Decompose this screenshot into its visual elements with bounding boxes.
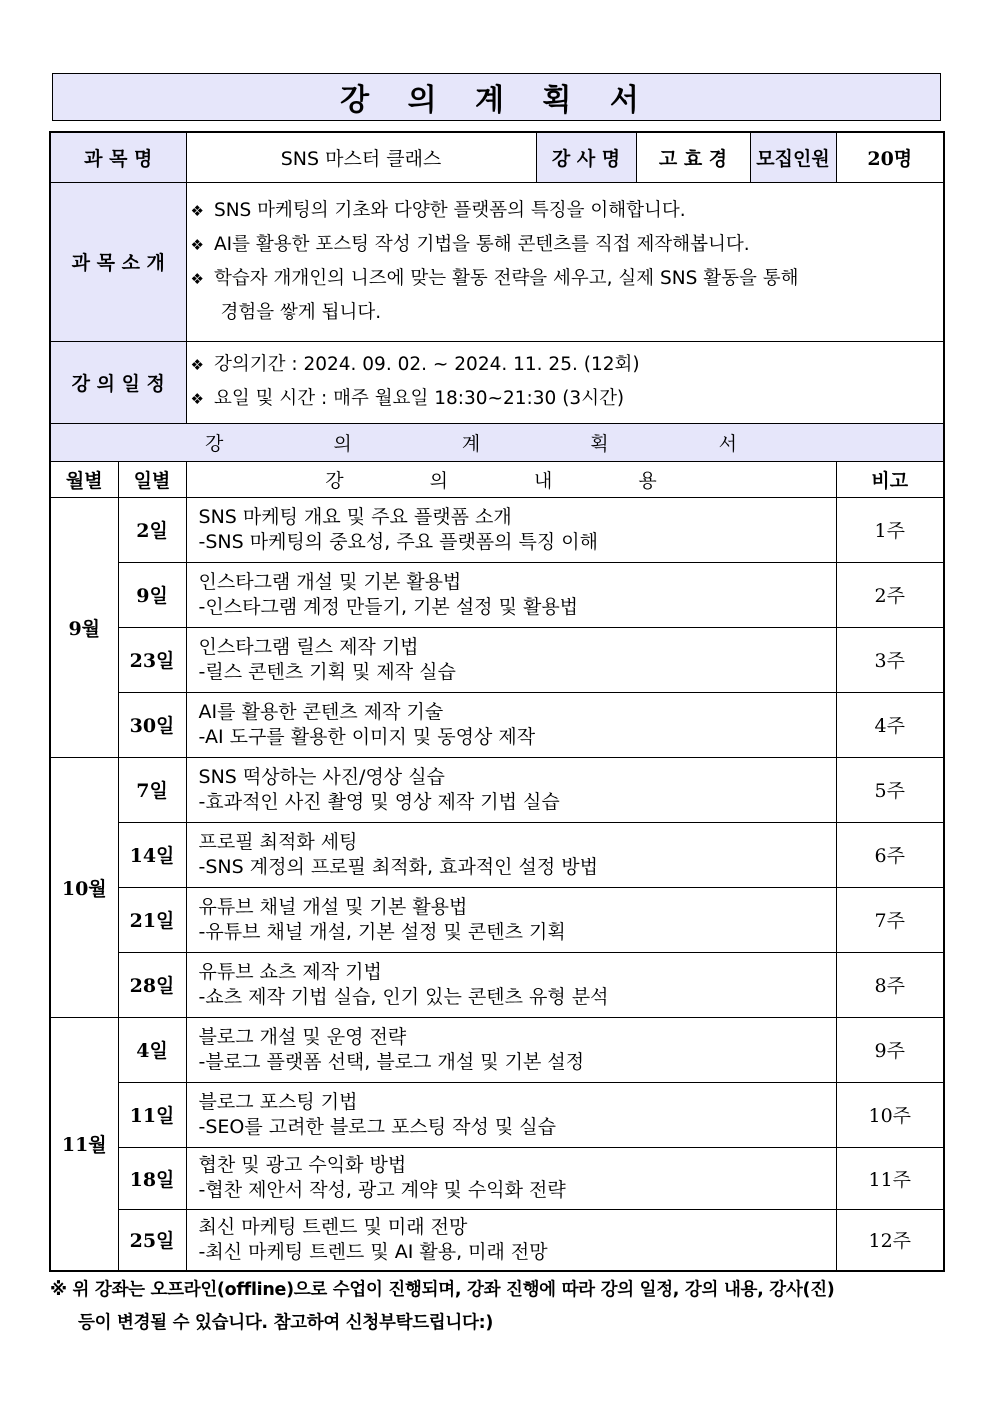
schedule-body xyxy=(186,341,944,423)
note-cell: 1주 xyxy=(836,497,944,562)
intro-line-2: ❖ AI를 활용한 포스팅 작성 기법을 통해 콘텐츠를 직접 제작해봅니다. xyxy=(190,233,750,255)
note-cell: 4주 xyxy=(836,692,944,757)
diamond-bullet-icon: ❖ xyxy=(190,390,204,408)
table-row xyxy=(50,497,944,562)
content-cell: 협찬 및 광고 수익화 방법 -협찬 제안서 작성, 광고 계약 및 수익화 전략 xyxy=(186,1147,836,1209)
day-cell: 2일 xyxy=(118,497,186,562)
table-row xyxy=(50,887,944,952)
plan-title: 강 의 계 획 서 xyxy=(50,423,944,461)
schedule-line-1: ❖ 강의기간 : 2024. 09. 02. ~ 2024. 11. 25. (12회) xyxy=(190,354,640,375)
intro-row xyxy=(50,182,944,341)
capacity-label: 모집인원 xyxy=(750,132,836,182)
content-cell: AI를 활용한 콘텐츠 제작 기술 -AI 도구를 활용한 이미지 및 동영상 제작 xyxy=(186,692,836,757)
footnote-line-2: 등이 변경될 수 있습니다. 참고하여 신청부탁드립니다:) xyxy=(78,1313,494,1333)
intro-line-3: ❖ 학습자 개개인의 니즈에 맞는 활동 전략을 세우고, 실제 SNS 활동을 통해 xyxy=(190,267,799,289)
content-cell: 블로그 포스팅 기법 -SEO를 고려한 블로그 포스팅 작성 및 실습 xyxy=(186,1082,836,1147)
diamond-bullet-icon: ❖ xyxy=(190,235,204,254)
table-row xyxy=(50,1082,944,1147)
diamond-bullet-icon: ❖ xyxy=(190,269,204,288)
subject-label: 과 목 명 xyxy=(50,132,186,182)
intro-label: 과 목 소 개 xyxy=(50,182,186,341)
note-cell: 12주 xyxy=(836,1209,944,1271)
month-cell: 11월 xyxy=(50,1017,118,1271)
note-cell: 9주 xyxy=(836,1017,944,1082)
note-cell: 5주 xyxy=(836,757,944,822)
note-cell: 6주 xyxy=(836,822,944,887)
day-cell: 18일 xyxy=(118,1147,186,1209)
table-row xyxy=(50,627,944,692)
subject-value: SNS 마스터 클래스 xyxy=(186,132,536,182)
table-row xyxy=(50,562,944,627)
diamond-bullet-icon: ❖ xyxy=(190,201,204,220)
info-row xyxy=(50,132,944,182)
day-cell: 7일 xyxy=(118,757,186,822)
capacity-value: 20명 xyxy=(836,132,944,182)
intro-line-4: 경험을 쌓게 됩니다. xyxy=(220,301,382,323)
day-cell: 21일 xyxy=(118,887,186,952)
month-cell: 10월 xyxy=(50,757,118,1017)
content-cell: SNS 떡상하는 사진/영상 실습 -효과적인 사진 촬영 및 영상 제작 기법 실습 xyxy=(186,757,836,822)
note-cell: 11주 xyxy=(836,1147,944,1209)
col-content: 강 의 내 용 xyxy=(186,461,836,497)
table-row xyxy=(50,757,944,822)
content-cell: 인스타그램 개설 및 기본 활용법 -인스타그램 계정 만들기, 기본 설정 및 활용법 xyxy=(186,562,836,627)
day-cell: 4일 xyxy=(118,1017,186,1082)
footnote xyxy=(50,1274,950,1340)
note-cell: 8주 xyxy=(836,952,944,1017)
note-cell: 3주 xyxy=(836,627,944,692)
note-cell: 7주 xyxy=(836,887,944,952)
content-cell: 블로그 개설 및 운영 전략 -블로그 플랫폼 선택, 블로그 개설 및 기본 설정 xyxy=(186,1017,836,1082)
course-table xyxy=(49,131,945,1272)
intro-line-1: ❖ SNS 마케팅의 기초와 다양한 플랫폼의 특징을 이해합니다. xyxy=(190,199,686,221)
diamond-bullet-icon: ❖ xyxy=(190,356,204,374)
content-cell: 유튜브 채널 개설 및 기본 활용법 -유튜브 채널 개설, 기본 설정 및 콘텐츠 기획 xyxy=(186,887,836,952)
table-row xyxy=(50,822,944,887)
document-title-box xyxy=(52,73,941,121)
day-cell: 28일 xyxy=(118,952,186,1017)
day-cell: 25일 xyxy=(118,1209,186,1271)
intro-body xyxy=(186,182,944,341)
table-row xyxy=(50,692,944,757)
instructor-label: 강 사 명 xyxy=(536,132,636,182)
schedule-label: 강 의 일 정 xyxy=(50,341,186,423)
content-cell: 인스타그램 릴스 제작 기법 -릴스 콘텐츠 기획 및 제작 실습 xyxy=(186,627,836,692)
content-cell: SNS 마케팅 개요 및 주요 플랫폼 소개 -SNS 마케팅의 중요성, 주요 플랫폼의 특징 이해 xyxy=(186,497,836,562)
table-row xyxy=(50,1147,944,1209)
content-cell: 프로필 최적화 세팅 -SNS 계정의 프로필 최적화, 효과적인 설정 방법 xyxy=(186,822,836,887)
col-month: 월별 xyxy=(50,461,118,497)
document-title: 강 의 계 획 서 xyxy=(340,83,653,118)
content-cell: 유튜브 쇼츠 제작 기법 -쇼츠 제작 기법 실습, 인기 있는 콘텐츠 유형 분석 xyxy=(186,952,836,1017)
schedule-row xyxy=(50,341,944,423)
table-row xyxy=(50,1209,944,1271)
day-cell: 14일 xyxy=(118,822,186,887)
day-cell: 9일 xyxy=(118,562,186,627)
col-day: 일별 xyxy=(118,461,186,497)
month-cell: 9월 xyxy=(50,497,118,757)
day-cell: 11일 xyxy=(118,1082,186,1147)
note-cell: 2주 xyxy=(836,562,944,627)
instructor-value: 고 효 경 xyxy=(636,132,750,182)
footnote-line-1: ※ 위 강좌는 오프라인(offline)으로 수업이 진행되며, 강좌 진행에 따라 강의 일정, 강의 내용, 강사(진) xyxy=(50,1280,835,1300)
plan-title-row xyxy=(50,423,944,461)
day-cell: 23일 xyxy=(118,627,186,692)
schedule-line-2: ❖ 요일 및 시간 : 매주 월요일 18:30~21:30 (3시간) xyxy=(190,388,625,409)
col-note: 비고 xyxy=(836,461,944,497)
table-row xyxy=(50,952,944,1017)
content-cell: 최신 마케팅 트렌드 및 미래 전망 -최신 마케팅 트렌드 및 AI 활용, 미래 전망 xyxy=(186,1209,836,1271)
note-cell: 10주 xyxy=(836,1082,944,1147)
day-cell: 30일 xyxy=(118,692,186,757)
column-header-row xyxy=(50,461,944,497)
table-row xyxy=(50,1017,944,1082)
